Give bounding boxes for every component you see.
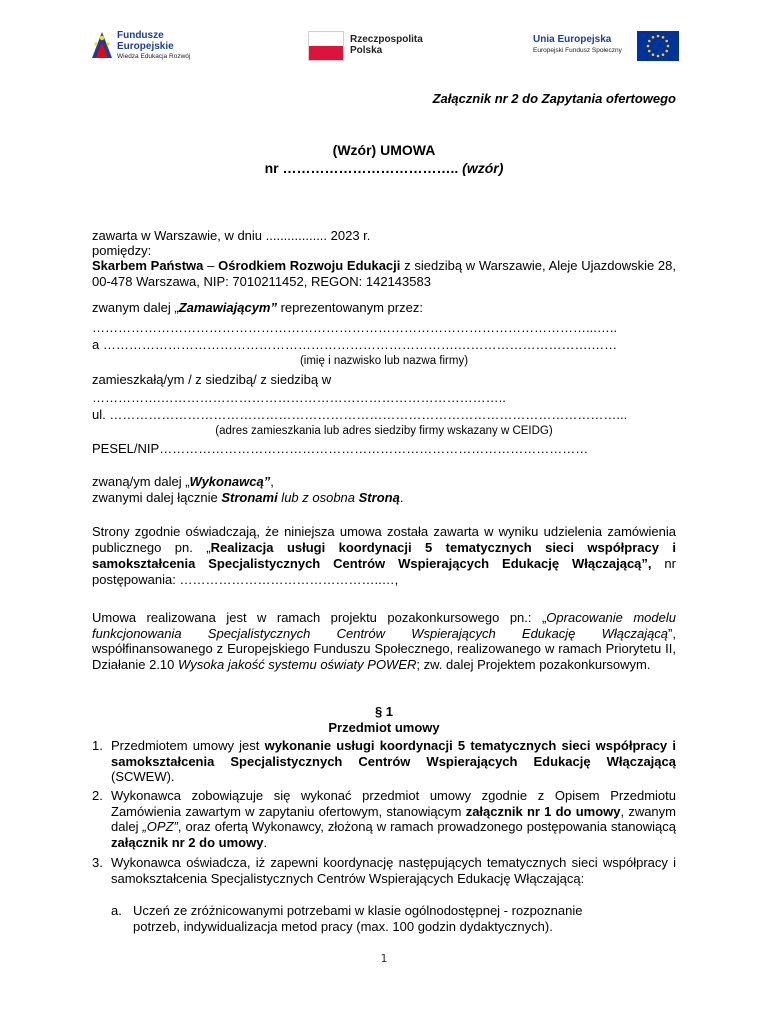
list-item-number: 1. (92, 738, 103, 753)
eu-logo-line1: Unia Europejska (533, 34, 612, 45)
project-paragraph: Umowa realizowana jest w ramach projektu pozakonkursowego pn.: „Opracowanie modelu funkcjonowania Specjalistycznych Centrów Wspierających Edukację Włączającą”, współfinansowanego z Europejskiego Funduszu Społecznego, realizowanego w ramach Priorytetu II, Działanie 2.10 Wysoka jakość systemu oświaty POWER; zw. dalej Projektem pozakonkursowym. (92, 610, 676, 672)
list-item: Wykonawca zobowiązuje się wykonać przedmiot umowy zgodnie z Opisem Przedmiotu Zamówienia zawartym w zapytaniu ofertowym, stanowiącym załącznik nr 1 do umowy, zwanym dalej „OPZ”, oraz ofertą Wykonawcy, złożoną w ramach prowadzonego postępowania stanowiącą załącznik nr 2 do umowy. (111, 788, 676, 850)
pl-logo-line2: Polska (350, 45, 383, 56)
sublist-item: Uczeń ze zróżnicowanymi potrzebami w klasie ogólnodostępnej - rozpoznanie potrzeb, indywidualizacja metod pracy (max. 100 godzin dydaktycznych). (133, 903, 583, 934)
fe-logo-line1: Fundusze (117, 30, 164, 41)
between-line: pomiędzy: (92, 243, 152, 258)
contract-number: nr ……………………………….. (wzór) (264, 160, 504, 176)
parties-called: zwanymi dalej łącznie Stronami lub z osobna Stroną. (92, 490, 404, 505)
statement-paragraph: Strony zgodnie oświadczają, że niniejsza umowa została zawarta w wyniku udzielenia zamówienia publicznego pn. „Realizacja usługi koordynacji 5 tematycznych sieci współpracy i samokształcenia Specjalistycznych Centrów Wspierających Edukację Włączającą”, nr postępowania: ………………………………………..…, (92, 524, 676, 587)
list-item: Wykonawca oświadcza, iż zapewni koordynację następujących tematycznych sieci współpracy i samokształcenia Specjalistycznych Centrów Wspierających Edukację Włączającą: (111, 855, 676, 886)
fundusze-europejskie-emblem-icon (90, 30, 114, 60)
page-number: 1 (380, 952, 388, 965)
ordering-party-called: zwanym dalej „Zamawiającym” reprezentowanym przez: (92, 300, 423, 315)
street-dots: ul. ………………………………………………………………………………………………………... (92, 407, 628, 422)
list-item: Przedmiotem umowy jest wykonanie usługi koordynacji 5 tematycznych sieci współpracy i samokształcenia Specjalistycznych Centrów Wspierających Edukację Włączającą (SCWEW). (111, 738, 676, 784)
party-ordering: Skarbem Państwa – Ośrodkiem Rozwoju Edukacji z siedzibą w Warszawie, Aleje Ujazdowskie 28, 00-478 Warszawa, NIP: 7010211452, REGON: 142143583 (92, 258, 677, 289)
residing-dots: …………….…………………………………………………………………….. (92, 390, 506, 405)
contractor-dots: a ……………………………………………………………………….………………………….…… (92, 337, 618, 352)
unia-europejska-logo (533, 28, 680, 68)
fe-logo-line3: Wiedza Edukacja Rozwój (117, 53, 191, 60)
concluded-line: zawarta w Warszawie, w dniu ................. 2023 r. (92, 228, 371, 243)
document-title: (Wzór) UMOWA (332, 142, 436, 158)
residing-line: zamieszkałą/ym / z siedzibą/ z siedzibą w (92, 372, 332, 387)
contractor-called: zwaną/ym dalej „Wykonawcą”, (92, 474, 274, 489)
representative-dots: ……………………………………………………………………………………………………...….. (92, 320, 618, 335)
logo-strip (90, 28, 680, 68)
fundusze-europejskie-logo (90, 28, 210, 68)
name-hint: (imię i nazwisko lub nazwa firmy) (299, 355, 469, 367)
pl-logo-line1: Rzeczpospolita (350, 34, 423, 45)
fe-logo-line2: Europejskie (117, 41, 174, 52)
pesel-line: PESEL/NIP……………………………………………………………………………………… (92, 441, 589, 456)
list-item-number: 3. (92, 855, 103, 870)
sublist-item-letter: a. (111, 903, 122, 918)
rzeczpospolita-polska-logo (308, 28, 458, 68)
eu-flag-icon (637, 31, 679, 61)
list-item-number: 2. (92, 788, 103, 803)
section-title: Przedmiot umowy (328, 720, 440, 735)
address-hint: (adres zamieszkania lub adres siedziby firmy wskazany w CEIDG) (215, 425, 553, 437)
eu-logo-line2: Europejski Fundusz Społeczny (533, 47, 622, 54)
section-symbol: § 1 (374, 704, 394, 719)
polish-flag-icon (308, 31, 344, 61)
annex-reference: Załącznik nr 2 do Zapytania ofertowego (432, 91, 676, 106)
